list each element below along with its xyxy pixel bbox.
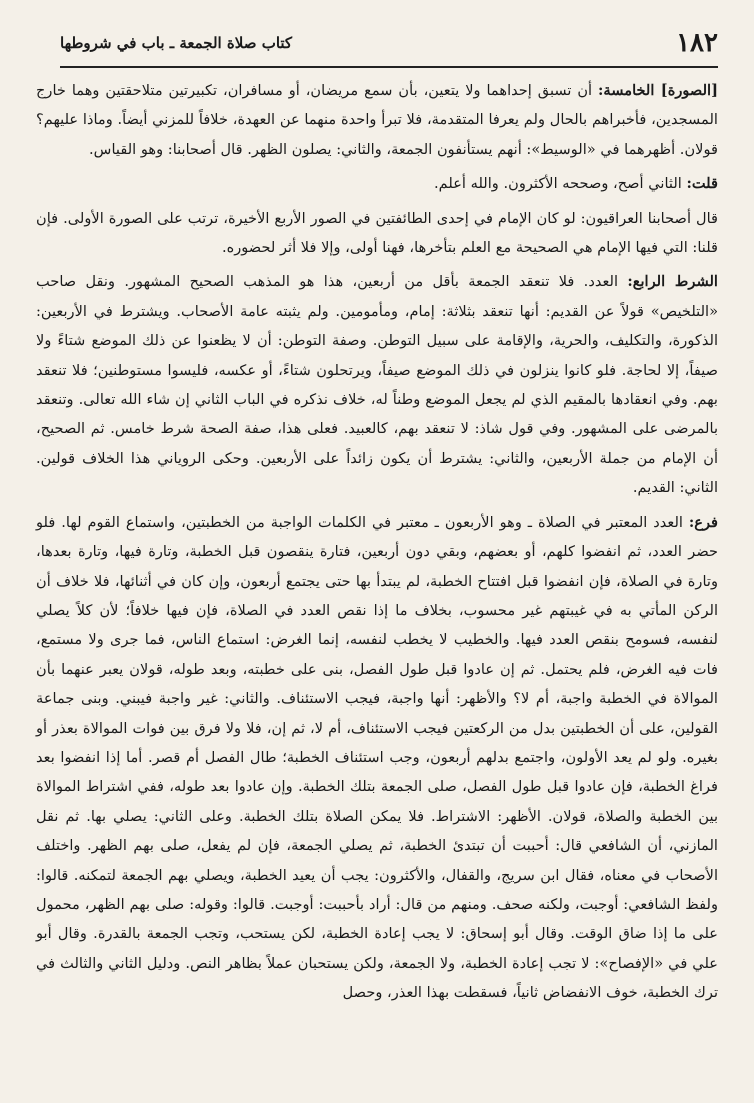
paragraph — [36, 267, 718, 502]
paragraph — [36, 204, 718, 263]
paragraph — [36, 76, 718, 164]
paragraph-text: العدد المعتبر في الصلاة ـ وهو الأربعون ـ معتبر في الكلمات الواجبة من الخطبتين، واستماع القوم لها. فلو حضر العدد، ثم انفضوا كلهم، أو بعضهم، وبقي دون أربعين، فتارة ينقصون قبل الخطبة، وتارة فيها، وتارة بعدها، وتارة في الصلاة، فإن انفضوا قبل افتتاح الخطبة، لم يبتدأ بها حتى يجتمع أربعون، وإن كان في أثنائها، فلا خلاف أن الركن المأتي به في غيبتهم غير محسوب، بخلاف ما إذا نقص العدد في الصلاة، فإن فيها خلافاً؛ لأن كلاً يصلي لنفسه، فسومح بنقص العدد فيها. والخطيب لا يخطب لنفسه، إنما الغرض: استماع الناس، فما جرى ولا مستمع، فات فيه الغرض، فلم يحتمل. ثم إن عادوا قبل طول الفصل، بنى على خطبته، وبعد طوله، قولان يعبر عنهما بأن الموالاة في الخطبة واجبة، أم لا؟ والأظهر: أنها واجبة، فيجب الاستئناف. والثاني: غير واجبة فيبني. وبنى جماعة القولين، على أن الخطبتين بدل من الركعتين فيجب الاستئناف، أم لا، ثم إن، فلا ولا فرق بين فوات الموالاة بعذر أو بغيره. ولو لم يعد الأولون، واجتمع بدلهم أربعون، وجب استئناف الخطبة؛ طال الفصل أم قصر. أما إذا انفضوا بعد فراغ الخطبة، فإن عادوا قبل طول الفصل، صلى الجمعة بتلك الخطبة. وإن عادوا بعد طوله، ففي اشتراط الموالاة بين الخطبة والصلاة، قولان. الأظهر: الاشتراط. فلا يمكن الصلاة بتلك الخطبة. وعلى الثاني: يصلي بها. ثم نقل المازني، أن الشافعي قال: أحببت أن تبتدئ الخطبة، ثم يصلي الجمعة، فإن لم يفعل، صلى بهم الظهر. واختلف الأصحاب في معناه، فقال ابن سريج، والقفال، والأكثرون: يجب أن يعيد الخطبة، ويصلي بهم الجمعة لتمكنه. قالوا: ولفظ الشافعي: أوجبت، ولكنه صحف. ومنهم من قال: أراد بأحببت: أوجبت. قالوا: وقوله: صلى بهم الظهر، محمول على ما إذا ضاق الوقت. وقال أبو إسحاق: لا يجب إعادة الخطبة، لكن يستحب، وتجب الجمعة بالقدرة. وقال أبو علي في «الإفصاح»: لا تجب إعادة الخطبة، ولا الجمعة، ولكن يستحبان عملاً بظاهر النص. ودليل الثاني والثالث في ترك الخطبة، خوف الانفضاض ثانياً، فسقطت بهذا العذر، وحصل — [36, 513, 718, 1002]
paragraph-lead: فرع: — [688, 513, 718, 531]
paragraph-text: العدد. فلا تنعقد الجمعة بأقل من أربعين، هذا هو المذهب الصحيح المشهور. ونقل صاحب «التلخيص» قولاً عن القديم: أنها تنعقد بثلاثة: إمام، ومأمومين. ولم يثبته عامة الأصحاب. ويشترط في الأربعين: الذكورة، والتكليف، والحرية، والإقامة على سبيل التوطن. وصفة التوطن: أن لا يظعنوا عن ذلك الموضع شتاءً ولا صيفاً، إلا لحاجة. فلو كانوا ينزلون في ذلك الموضع صيفاً، ويرتحلون شتاءً، أو عكسه، فليسوا مستوطنين؛ فلا تنعقد بهم. وفي انعقادها بالمقيم الذي لم يجعل الموضع وطناً له، خلاف نذكره في الباب الثاني إن شاء الله تعالى. وتنعقد بالمرضى على المشهور. وفي قول شاذ: لا تنعقد بهم، كالعبيد. فعلى هذا، صفة الصحة شرط خامس. ثم الصحيح، أن الإمام من جملة الأربعين، والثاني: يشترط أن يكون زائداً على الأربعين. وحكى الروياني هذا الخلاف قولين. الثاني: القديم. — [36, 273, 718, 497]
paragraph-lead: الشرط الرابع: — [627, 273, 718, 291]
paragraph-lead: قلت: — [686, 175, 718, 193]
paragraph-text: أن تسبق إحداهما ولا يتعين، بأن سمع مريضان، أو مسافران، تكبيرتين متلاحقتين وهما خارج المسجدين، فأخبراهم بالحال ولم يعرفا المتقدمة، فلا تبرأ واحدة منهما عن العهدة، خلافاً للمزني أيضاً. وماذا عليهم؟ قولان. أظهرهما في «الوسيط»: أنهم يستأنفون الجمعة، والثاني: يصلون الظهر. قال أصحابنا: وهو القياس. — [36, 82, 718, 158]
paragraph-text: الثاني أصح، وصححه الأكثرون. والله أعلم. — [434, 175, 687, 193]
page-number: ١٨٢ — [676, 28, 718, 58]
page-header — [60, 28, 718, 68]
running-title: كتاب صلاة الجمعة ـ باب في شروطها — [60, 34, 293, 52]
page-body — [36, 76, 718, 1093]
paragraph — [36, 169, 718, 198]
paragraph-text: قال أصحابنا العراقيون: لو كان الإمام في إحدى الطائفتين في الصور الأربع الأخيرة، ترتب على الصورة الأولى. فإن قلنا: التي فيها الإمام هي الصحيحة مع العلم بتأخرها، فهنا أولى، وإلا فلا أثر لحضوره. — [36, 209, 718, 257]
paragraph-lead: [الصورة] الخامسة: — [598, 82, 718, 99]
header-rule — [60, 66, 718, 68]
paragraph — [36, 508, 718, 1008]
